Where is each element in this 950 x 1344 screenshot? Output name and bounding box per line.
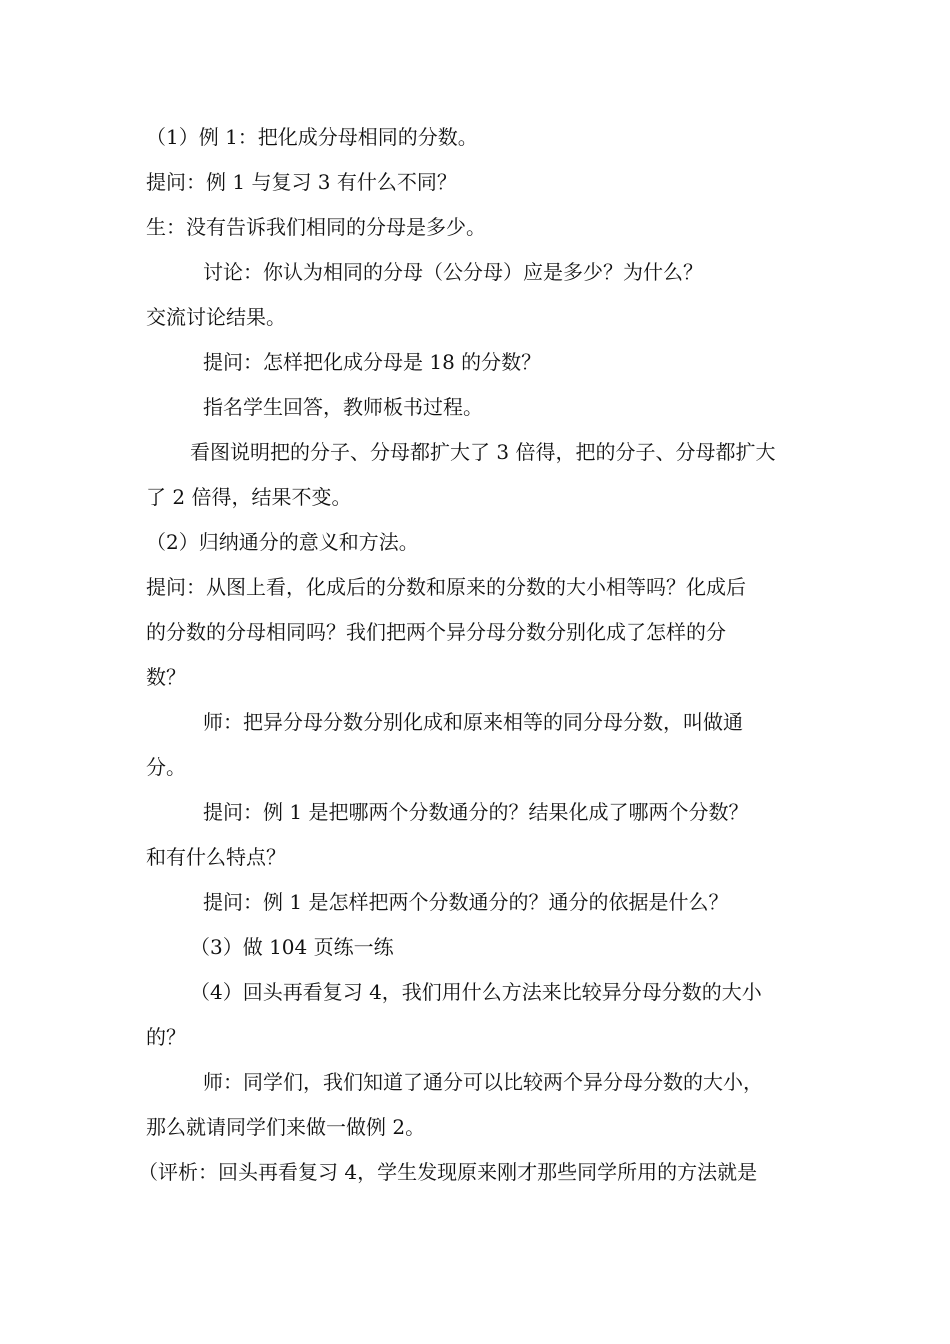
text-line-3: 生：没有告诉我们相同的分母是多少。 [146, 215, 486, 239]
text-line-13: 数？ [146, 665, 186, 689]
text-line-20: （4）回头再看复习 4，我们用什么方法来比较异分母分数的大小 [190, 980, 762, 1004]
text-line-9: 了 2 倍得，结果不变。 [146, 485, 352, 509]
text-line-4: 讨论：你认为相同的分母（公分母）应是多少？为什么？ [203, 260, 703, 284]
text-line-21: 的？ [146, 1025, 186, 1049]
text-line-16: 提问：例 1 是把哪两个分数通分的？结果化成了哪两个分数？ [203, 800, 749, 824]
text-line-7: 指名学生回答，教师板书过程。 [203, 395, 483, 419]
text-line-17: 和有什么特点？ [146, 845, 286, 869]
text-line-19: （3）做 104 页练一练 [190, 935, 394, 959]
text-line-24: （评析：回头再看复习 4，学生发现原来刚才那些同学所用的方法就是 [138, 1160, 758, 1184]
text-line-23: 那么就请同学们来做一做例 2。 [146, 1115, 426, 1139]
text-line-8: 看图说明把的分子、分母都扩大了 3 倍得，把的分子、分母都扩大 [190, 440, 776, 464]
text-line-2: 提问：例 1 与复习 3 有什么不同？ [146, 170, 457, 194]
text-line-6: 提问：怎样把化成分母是 18 的分数？ [203, 350, 542, 374]
text-line-12: 的分数的分母相同吗？我们把两个异分母分数分别化成了怎样的分 [146, 620, 726, 644]
text-line-10: （2）归纳通分的意义和方法。 [146, 530, 419, 554]
text-line-1: （1）例 1：把化成分母相同的分数。 [146, 125, 478, 149]
text-line-18: 提问：例 1 是怎样把两个分数通分的？通分的依据是什么？ [203, 890, 729, 914]
text-line-11: 提问：从图上看，化成后的分数和原来的分数的大小相等吗？化成后 [146, 575, 746, 599]
text-line-22: 师：同学们，我们知道了通分可以比较两个异分母分数的大小， [203, 1070, 763, 1094]
text-line-15: 分。 [146, 755, 186, 779]
text-line-14: 师：把异分母分数分别化成和原来相等的同分母分数，叫做通 [203, 710, 743, 734]
text-line-5: 交流讨论结果。 [146, 305, 286, 329]
